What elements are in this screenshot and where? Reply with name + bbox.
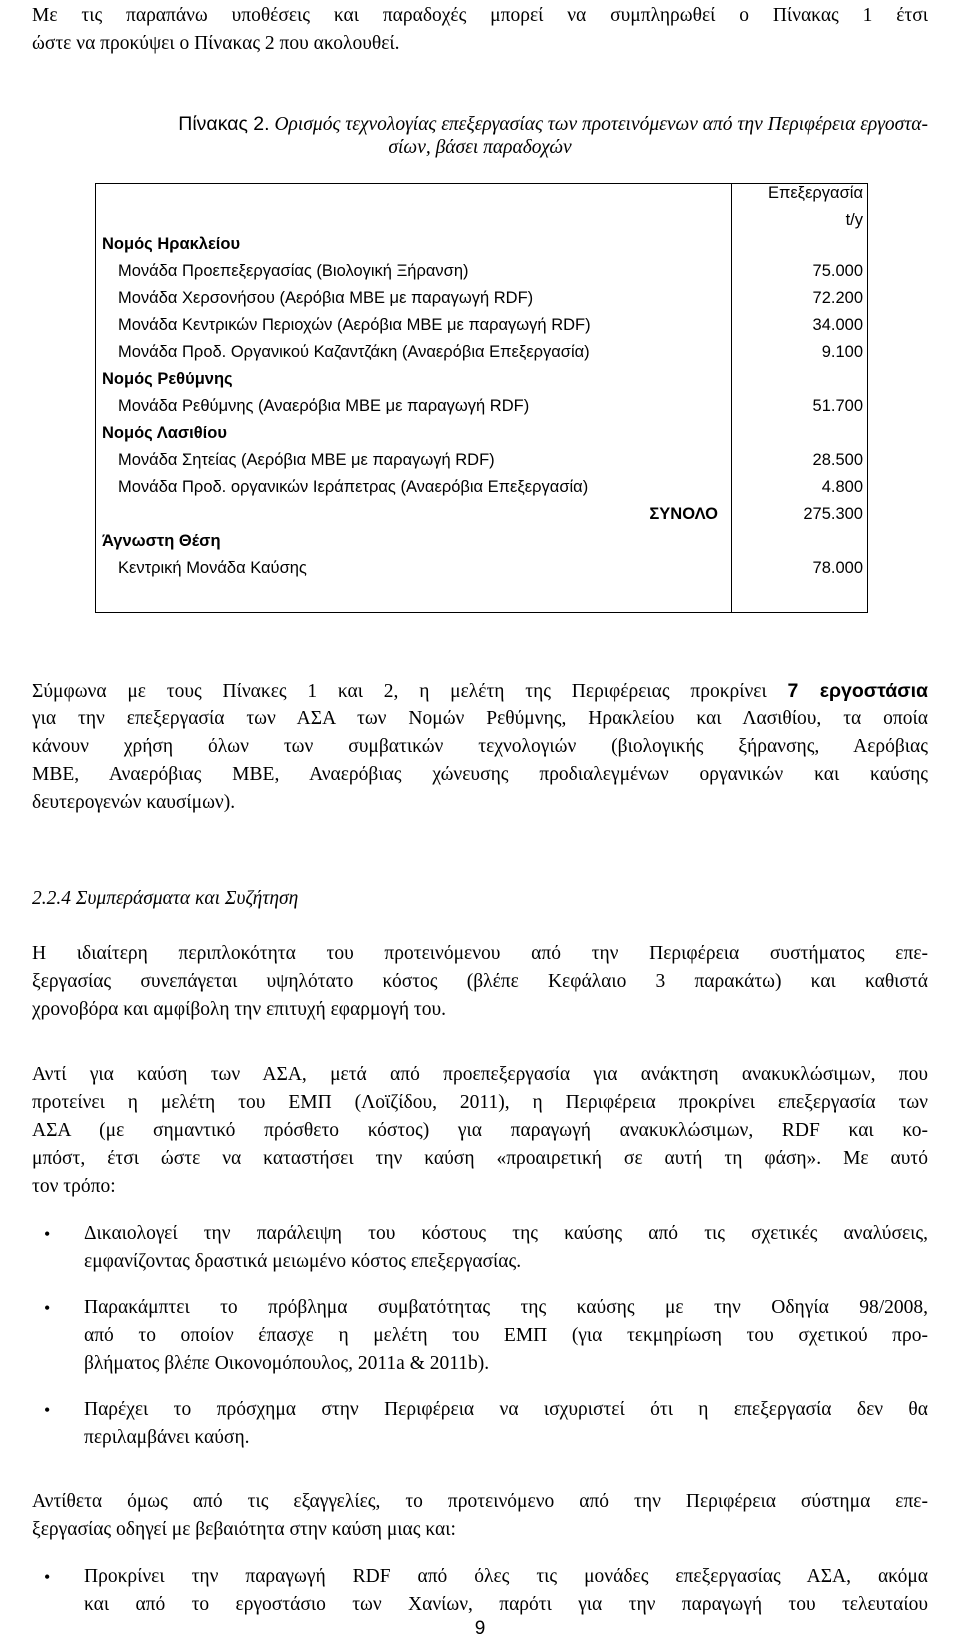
para1-line-4: ΜΒΕ, Αναερόβιας ΜΒΕ, Αναερόβιας χώνευσης προδιαλεγμένων οργανικών και καύσης bbox=[32, 764, 928, 785]
bullet1-line-2: εμφανίζοντας δραστικά μειωμένο κόστος επεξεργασίας. bbox=[84, 1251, 522, 1272]
para1-line-1 bbox=[32, 677, 928, 706]
table-group-label: Νομός Ρεθύμνης bbox=[102, 370, 233, 388]
bullet4-line-1: Προκρίνει την παραγωγή RDF από όλες τις μονάδες επεξεργασίας ΑΣΑ, ακόμα bbox=[84, 1566, 928, 1587]
para1-text: Σύμφωνα με τους Πίνακες 1 και 2, η μελέτη της Περιφέρειας προκρίνει bbox=[32, 681, 788, 702]
para2-line-1: Η ιδιαίτερη περιπλοκότητα του προτεινόμενου από την Περιφέρεια συστήματος επε- bbox=[32, 943, 928, 964]
para3-line-2: προτείνει η μελέτη του ΕΜΠ (Λοϊζίδου, 2011), η Περιφέρεια προκρίνει επεξεργασία των bbox=[32, 1092, 928, 1113]
table-row bbox=[96, 312, 867, 339]
bullet3-line-1: Παρέχει το πρόσχημα στην Περιφέρεια να ισχυριστεί ότι η επεξεργασία δεν θα bbox=[84, 1399, 928, 1420]
para3-line-1: Αντί για καύση των ΑΣΑ, μετά από προεπεξεργασία για ανάκτηση ανακυκλώσιμων, που bbox=[32, 1064, 928, 1085]
para1-line-3: κάνουν χρήση όλων των συμβατικών τεχνολογιών (βιολογικής ξήρανσης, Αερόβιας bbox=[32, 736, 928, 757]
bullet1-line-1: Δικαιολογεί την παράλειψη του κόστους της καύσης από τις σχετικές αναλύσεις, bbox=[84, 1223, 928, 1244]
bullet2-line-1: Παρακάμπτει το πρόβλημα συμβατότητας της καύσης με την Οδηγία 98/2008, bbox=[84, 1297, 928, 1318]
table-row bbox=[96, 231, 867, 258]
table-item-label: Μονάδα Σητείας (Αερόβια ΜΒΕ με παραγωγή RDF) bbox=[118, 451, 495, 469]
table-item-label: Κεντρική Μονάδα Καύσης bbox=[118, 559, 307, 577]
para3-line-3: ΑΣΑ (με σημαντικό πρόσθετο κόστος) για παραγωγή ανακυκλώσιμων, RDF και κο- bbox=[32, 1120, 928, 1141]
table-caption-line-2: σίων, βάσει παραδοχών bbox=[388, 137, 572, 158]
table-value: 78.000 bbox=[812, 559, 863, 577]
para1-emphasis: 7 εργοστάσια bbox=[787, 680, 928, 702]
table-group-label: Νομός Λασιθίου bbox=[102, 424, 227, 442]
page-number: 9 bbox=[474, 1618, 486, 1639]
table-value: 75.000 bbox=[812, 262, 863, 280]
table-header-processing: Επεξεργασία bbox=[767, 184, 863, 202]
bullet3-line-2: περιλαμβάνει καύση. bbox=[84, 1427, 250, 1448]
table-row bbox=[96, 339, 867, 366]
table-row-total bbox=[96, 501, 867, 528]
table-value: 4.800 bbox=[821, 478, 863, 496]
table-row bbox=[96, 555, 867, 582]
table-item-label: Μονάδα Προδ. οργανικών Ιεράπετρας (Αναερόβια Επεξεργασία) bbox=[118, 478, 589, 496]
bullet4-line-2: και από το εργοστάσιο των Χανίων, παρότι για την παραγωγή του τελευταίου bbox=[84, 1594, 928, 1615]
table-row bbox=[96, 474, 867, 501]
intro-line-2: ώστε να προκύψει ο Πίνακας 2 που ακολουθεί. bbox=[32, 33, 400, 54]
table-item-label: Μονάδα Προεπεξεργασίας (Βιολογική Ξήρανση) bbox=[118, 262, 469, 280]
table-total-value: 275.300 bbox=[803, 505, 863, 523]
processing-table bbox=[95, 183, 868, 613]
section-heading: 2.2.4 Συμπεράσματα και Συζήτηση bbox=[32, 888, 299, 909]
table-row bbox=[96, 420, 867, 447]
bullet-icon: • bbox=[44, 1567, 51, 1587]
para3-line-5: τον τρόπο: bbox=[32, 1176, 116, 1197]
table-total-label: ΣΥΝΟΛΟ bbox=[649, 505, 718, 523]
table-value: 28.500 bbox=[812, 451, 863, 469]
table-value: 72.200 bbox=[812, 289, 863, 307]
table-value: 34.000 bbox=[812, 316, 863, 334]
table-group-label: Άγνωστη Θέση bbox=[102, 532, 221, 550]
bullet2-line-2: από το οποίον έπασχε η μελέτη του ΕΜΠ (για τεκμηρίωση του σχετικού προ- bbox=[84, 1325, 928, 1346]
para2-line-2: ξεργασίας συνεπάγεται υψηλότατο κόστος (βλέπε Κεφάλαιο 3 παρακάτω) και καθιστά bbox=[32, 971, 928, 992]
table-row bbox=[96, 258, 867, 285]
table-row bbox=[96, 528, 867, 555]
para3-line-4: μπόστ, έτσι ώστε να καταστήσει την καύση «προαιρετική σε αυτή τη φάση». Με αυτό bbox=[32, 1148, 928, 1169]
table-value: 9.100 bbox=[821, 343, 863, 361]
para1-line-2: για την επεξεργασία των ΑΣΑ των Νομών Ρεθύμνης, Ηρακλείου και Λασιθίου, τα οποία bbox=[32, 708, 928, 729]
para2-line-3: χρονοβόρα και αμφίβολη την επιτυχή εφαρμογή του. bbox=[32, 999, 447, 1020]
bullet-icon: • bbox=[44, 1298, 51, 1318]
table-row bbox=[96, 447, 867, 474]
para4-line-1: Αντίθετα όμως από τις εξαγγελίες, το προτεινόμενο από την Περιφέρεια σύστημα επε- bbox=[32, 1491, 928, 1512]
table-item-label: Μονάδα Κεντρικών Περιοχών (Αερόβια ΜΒΕ με παραγωγή RDF) bbox=[118, 316, 591, 334]
table-item-label: Μονάδα Προδ. Οργανικού Καζαντζάκη (Αναερόβια Επεξεργασία) bbox=[118, 343, 590, 361]
table-item-label: Μονάδα Χερσονήσου (Αερόβια ΜΒΕ με παραγωγή RDF) bbox=[118, 289, 534, 307]
para1-line-5: δευτερογενών καυσίμων). bbox=[32, 792, 236, 813]
table-group-label: Νομός Ηρακλείου bbox=[102, 235, 241, 253]
table-row bbox=[96, 393, 867, 420]
bullet-icon: • bbox=[44, 1224, 51, 1244]
table-value: 51.700 bbox=[812, 397, 863, 415]
bullet-icon: • bbox=[44, 1400, 51, 1420]
table-caption-text: Ορισμός τεχνολογίας επεξεργασίας των προτεινόμενων από την Περιφέρεια εργοστα- bbox=[269, 114, 928, 135]
table-caption-label: Πίνακας 2. bbox=[178, 113, 270, 135]
para4-line-2: ξεργασίας οδηγεί με βεβαιότητα στην καύση μιας και: bbox=[32, 1519, 456, 1540]
table-row bbox=[96, 285, 867, 312]
intro-line-1: Με τις παραπάνω υποθέσεις και παραδοχές μπορεί να συμπληρωθεί ο Πίνακας 1 έτσι bbox=[32, 5, 928, 26]
table-header-unit: t/y bbox=[845, 211, 863, 229]
table-row bbox=[96, 366, 867, 393]
bullet2-line-3: βλήματος βλέπε Οικονομόπουλος, 2011a & 2011b). bbox=[84, 1353, 490, 1374]
table-item-label: Μονάδα Ρεθύμνης (Αναερόβια ΜΒΕ με παραγωγή RDF) bbox=[118, 397, 530, 415]
